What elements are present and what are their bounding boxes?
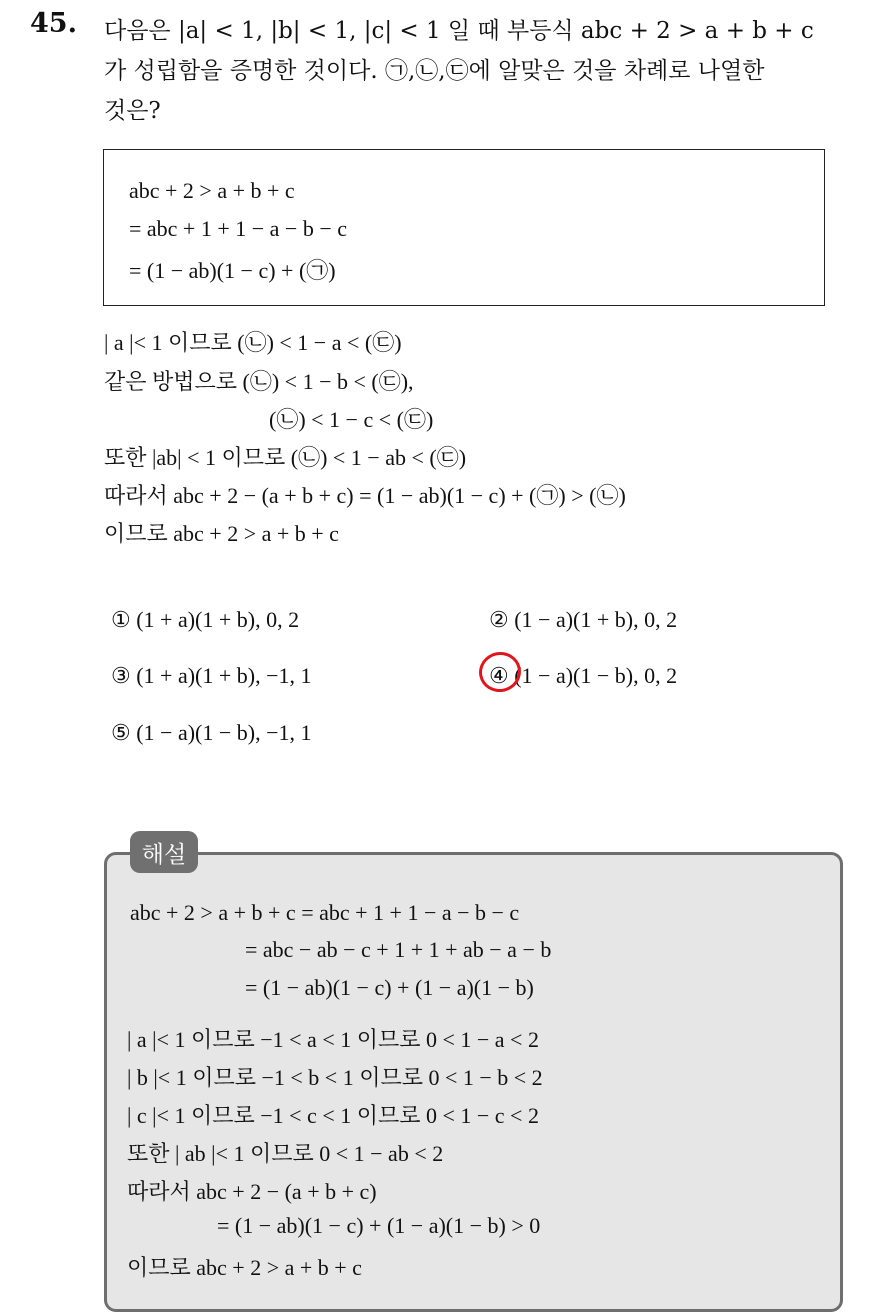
choice-3[interactable]: ③ (1 + a)(1 + b), −1, 1: [111, 663, 312, 688]
body-line-4: 또한 |ab| < 1 이므로 (㉡) < 1 − ab < (㉢): [104, 445, 467, 470]
solution-line-5: | b |< 1 이므로 −1 < b < 1 이므로 0 < 1 − b < 2: [127, 1065, 543, 1090]
solution-line-10: 이므로 abc + 2 > a + b + c: [127, 1255, 362, 1280]
question-line-1: 다음은 |a| < 1, |b| < 1, |c| < 1 일 때 부등식 abc + 2 > a + b + c: [104, 18, 814, 44]
body-line-5: 따라서 abc + 2 − (a + b + c) = (1 − ab)(1 − c) + (㉠) > (㉡): [104, 483, 626, 508]
solution-line-1: abc + 2 > a + b + c = abc + 1 + 1 − a − b − c: [130, 900, 520, 925]
solution-line-3: = (1 − ab)(1 − c) + (1 − a)(1 − b): [245, 975, 534, 1000]
body-line-6: 이므로 abc + 2 > a + b + c: [104, 521, 339, 546]
proof-line-1: abc + 2 > a + b + c: [129, 178, 295, 203]
solution-line-2: = abc − ab − c + 1 + 1 + ab − a − b: [245, 937, 552, 962]
question-line-3: 것은?: [104, 98, 161, 124]
body-line-2: 같은 방법으로 (㉡) < 1 − b < (㉢),: [104, 369, 414, 394]
solution-line-6: | c |< 1 이므로 −1 < c < 1 이므로 0 < 1 − c < 2: [127, 1103, 539, 1128]
body-line-1: | a |< 1 이므로 (㉡) < 1 − a < (㉢): [104, 330, 402, 355]
solution-line-8: 따라서 abc + 2 − (a + b + c): [127, 1179, 377, 1204]
choice-2[interactable]: ② (1 − a)(1 + b), 0, 2: [489, 607, 678, 632]
proof-line-2: = abc + 1 + 1 − a − b − c: [129, 216, 348, 241]
proof-box: [103, 149, 825, 306]
question-number: 45.: [30, 8, 77, 39]
question-line-2: 가 성립함을 증명한 것이다. ㉠,㉡,㉢에 알맞은 것을 차례로 나열한: [104, 58, 765, 84]
solution-line-7: 또한 | ab |< 1 이므로 0 < 1 − ab < 2: [127, 1141, 444, 1166]
solution-line-4: | a |< 1 이므로 −1 < a < 1 이므로 0 < 1 − a < 2: [127, 1027, 539, 1052]
choice-5[interactable]: ⑤ (1 − a)(1 − b), −1, 1: [111, 720, 312, 745]
proof-line-3: = (1 − ab)(1 − c) + (㉠): [129, 258, 336, 283]
choice-4[interactable]: ④ (1 − a)(1 − b), 0, 2: [489, 663, 678, 688]
solution-box: [104, 852, 843, 1312]
solution-tab-label: 해설: [130, 831, 198, 873]
solution-line-9: = (1 − ab)(1 − c) + (1 − a)(1 − b) > 0: [217, 1213, 541, 1238]
choice-1[interactable]: ① (1 + a)(1 + b), 0, 2: [111, 607, 300, 632]
body-line-3: (㉡) < 1 − c < (㉢): [269, 407, 434, 432]
